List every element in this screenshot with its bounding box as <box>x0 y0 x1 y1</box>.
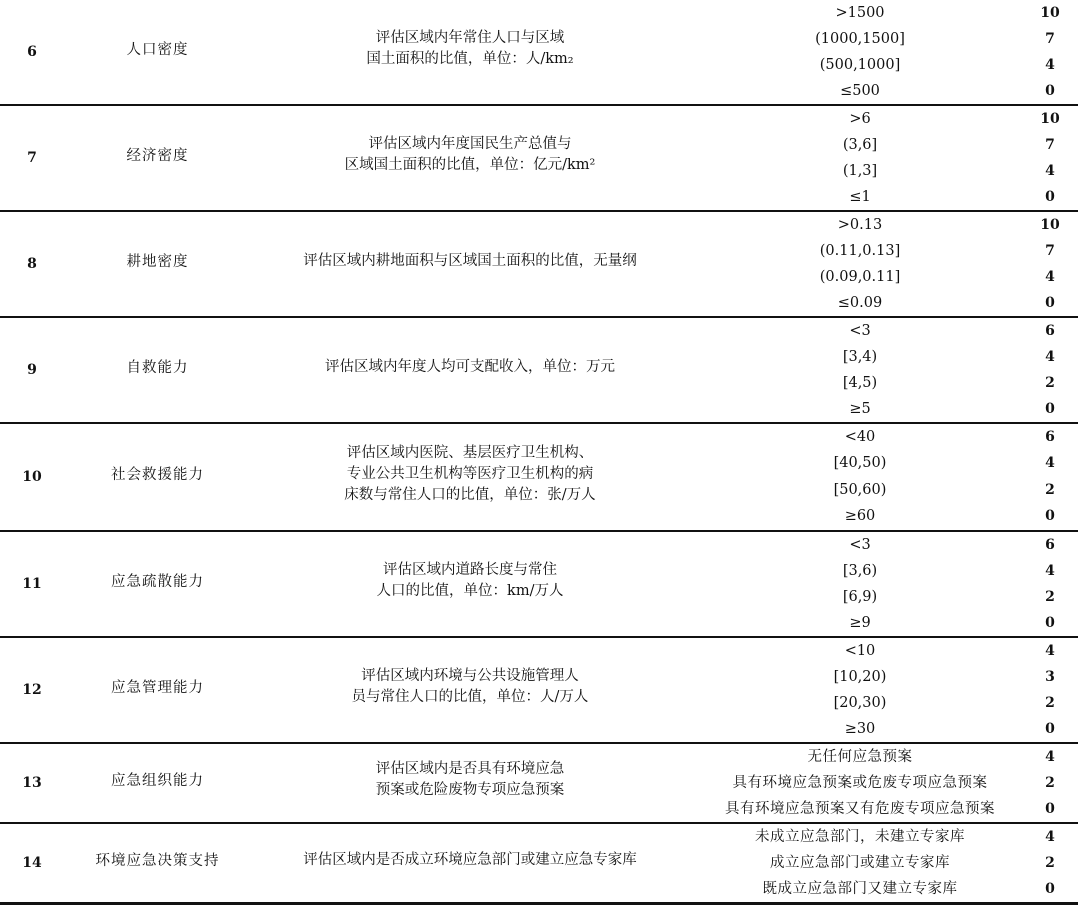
description-line: 国土面积的比值，单位：人/km₂ <box>366 51 574 67</box>
range-value: ≤0.09 <box>837 294 883 311</box>
range-value: 无任何应急预案 <box>807 748 913 765</box>
range-value: 具有环境应急预案又有危废专项应急预案 <box>725 800 995 817</box>
range-value: ≥30 <box>844 720 876 737</box>
description-line: 评估区域内是否具有环境应急 <box>375 761 565 777</box>
range-value: (1,3] <box>842 162 878 179</box>
score-value: 10 <box>1040 110 1060 127</box>
indicator-name: 应急管理能力 <box>111 680 204 696</box>
range-value: ≤1 <box>849 188 871 205</box>
description-line: 评估区域内耕地面积与区域国土面积的比值，无量纲 <box>303 252 637 269</box>
range-value: [3,6) <box>842 562 878 579</box>
score-value: 3 <box>1045 668 1055 685</box>
score-value: 0 <box>1045 614 1055 631</box>
score-value: 2 <box>1045 481 1055 498</box>
row-number: 7 <box>27 150 37 166</box>
score-value: 2 <box>1045 694 1055 711</box>
description-line: 评估区域内环境与公共设施管理人 <box>361 668 579 684</box>
row-separator <box>0 316 1078 318</box>
row-number: 11 <box>22 576 42 592</box>
range-value: 具有环境应急预案或危废专项应急预案 <box>732 774 988 791</box>
indicator-name: 环境应急决策支持 <box>95 853 220 869</box>
row-separator <box>0 530 1078 532</box>
score-value: 0 <box>1045 508 1055 525</box>
indicator-name: 耕地密度 <box>126 254 189 270</box>
score-value: 2 <box>1045 854 1055 871</box>
indicator-name: 应急疏散能力 <box>111 574 204 590</box>
table-row <box>0 424 1080 530</box>
row-number: 9 <box>27 362 37 378</box>
table-row <box>0 824 1080 902</box>
range-value: (0.11,0.13] <box>819 242 901 259</box>
score-value: 4 <box>1045 268 1055 285</box>
score-value: 0 <box>1045 800 1055 817</box>
score-value: 10 <box>1040 4 1060 21</box>
indicator-description <box>245 666 695 708</box>
score-value: 4 <box>1045 642 1055 659</box>
row-separator <box>0 822 1078 824</box>
indicator-name: 经济密度 <box>126 148 189 164</box>
score-value: 0 <box>1045 400 1055 417</box>
description-line: 评估区域内是否成立环境应急部门或建立应急专家库 <box>303 851 637 868</box>
score-value: 7 <box>1045 30 1055 47</box>
indicator-description <box>245 560 695 602</box>
score-value: 4 <box>1045 562 1055 579</box>
range-value: ≤500 <box>840 82 880 99</box>
score-value: 4 <box>1045 162 1055 179</box>
range-value: 未成立应急部门，未建立专家库 <box>755 828 965 845</box>
score-value: 4 <box>1045 56 1055 73</box>
table-row <box>0 638 1080 742</box>
row-number: 12 <box>22 682 42 698</box>
indicator-description <box>245 357 695 378</box>
score-value: 0 <box>1045 880 1055 897</box>
score-value: 0 <box>1045 188 1055 205</box>
indicator-description <box>245 759 695 801</box>
description-line: 床数与常住人口的比值，单位：张/万人 <box>344 486 596 503</box>
row-number: 8 <box>27 256 37 272</box>
range-value: [6,9) <box>842 588 878 605</box>
score-value: 6 <box>1045 428 1055 445</box>
indicator-name: 应急组织能力 <box>111 773 204 789</box>
range-value: [3,4) <box>842 348 878 365</box>
range-value: <3 <box>849 536 871 553</box>
description-line: 区域国土面积的比值，单位：亿元/km² <box>344 157 596 173</box>
score-value: 2 <box>1045 374 1055 391</box>
row-separator <box>0 636 1078 638</box>
description-line: 预案或危险废物专项应急预案 <box>375 782 565 798</box>
score-value: 4 <box>1045 455 1055 472</box>
score-value: 10 <box>1040 216 1060 233</box>
table-bottom-rule <box>0 902 1078 905</box>
description-line: 评估区域内医院、基层医疗卫生机构、 <box>346 444 594 461</box>
indicator-description <box>245 28 695 70</box>
range-value: >0.13 <box>837 216 883 233</box>
score-value: 7 <box>1045 242 1055 259</box>
row-separator <box>0 104 1078 106</box>
score-value: 7 <box>1045 136 1055 153</box>
row-number: 6 <box>27 44 37 60</box>
range-value: [20,30) <box>833 694 887 711</box>
range-value: [10,20) <box>833 668 887 685</box>
score-value: 6 <box>1045 536 1055 553</box>
score-value: 2 <box>1045 774 1055 791</box>
description-line: 专业公共卫生机构等医疗卫生机构的病 <box>346 465 594 482</box>
score-value: 4 <box>1045 348 1055 365</box>
score-value: 0 <box>1045 294 1055 311</box>
table-row <box>0 532 1080 636</box>
indicator-description <box>245 134 695 176</box>
indicator-name: 自救能力 <box>126 360 189 376</box>
row-number: 10 <box>22 469 42 485</box>
description-line: 评估区域内年常住人口与区域 <box>375 30 565 46</box>
range-value: >1500 <box>835 4 885 21</box>
table-row <box>0 212 1080 316</box>
description-line: 评估区域内年度国民生产总值与 <box>368 136 572 152</box>
range-value: <10 <box>844 642 876 659</box>
description-line: 员与常住人口的比值，单位：人/万人 <box>351 689 589 705</box>
score-value: 6 <box>1045 322 1055 339</box>
range-value: [50,60) <box>833 481 887 498</box>
score-value: 2 <box>1045 588 1055 605</box>
description-line: 评估区域内年度人均可支配收入，单位：万元 <box>325 358 615 375</box>
indicator-description <box>245 443 695 506</box>
range-value: ≥60 <box>844 508 876 525</box>
row-separator <box>0 210 1078 212</box>
range-value: >6 <box>849 110 871 127</box>
range-value: (1000,1500] <box>815 30 905 47</box>
range-value: 既成立应急部门又建立专家库 <box>762 880 958 897</box>
range-value: ≥9 <box>849 614 871 631</box>
row-separator <box>0 422 1078 424</box>
range-value: (500,1000] <box>819 56 901 73</box>
row-separator <box>0 742 1078 744</box>
score-value: 4 <box>1045 748 1055 765</box>
indicator-name: 人口密度 <box>126 42 189 58</box>
range-value: (0.09,0.11] <box>819 268 901 285</box>
range-value: 成立应急部门或建立专家库 <box>770 854 950 871</box>
score-value: 0 <box>1045 720 1055 737</box>
score-value: 0 <box>1045 82 1055 99</box>
range-value: [40,50) <box>833 455 887 472</box>
indicator-name: 社会救援能力 <box>111 467 204 483</box>
range-value: <3 <box>849 322 871 339</box>
range-value: (3,6] <box>842 136 878 153</box>
description-line: 评估区域内道路长度与常住 <box>383 562 557 578</box>
range-value: [4,5) <box>842 374 878 391</box>
score-value: 4 <box>1045 828 1055 845</box>
row-number: 14 <box>22 855 42 871</box>
table-row <box>0 318 1080 422</box>
row-number: 13 <box>22 775 42 791</box>
indicator-description <box>245 850 695 871</box>
description-line: 人口的比值，单位：km/万人 <box>376 583 564 599</box>
indicator-description <box>245 251 695 272</box>
table-row <box>0 106 1080 210</box>
table-row <box>0 744 1080 822</box>
table-row <box>0 0 1080 104</box>
range-value: ≥5 <box>849 400 871 417</box>
range-value: <40 <box>844 428 876 445</box>
